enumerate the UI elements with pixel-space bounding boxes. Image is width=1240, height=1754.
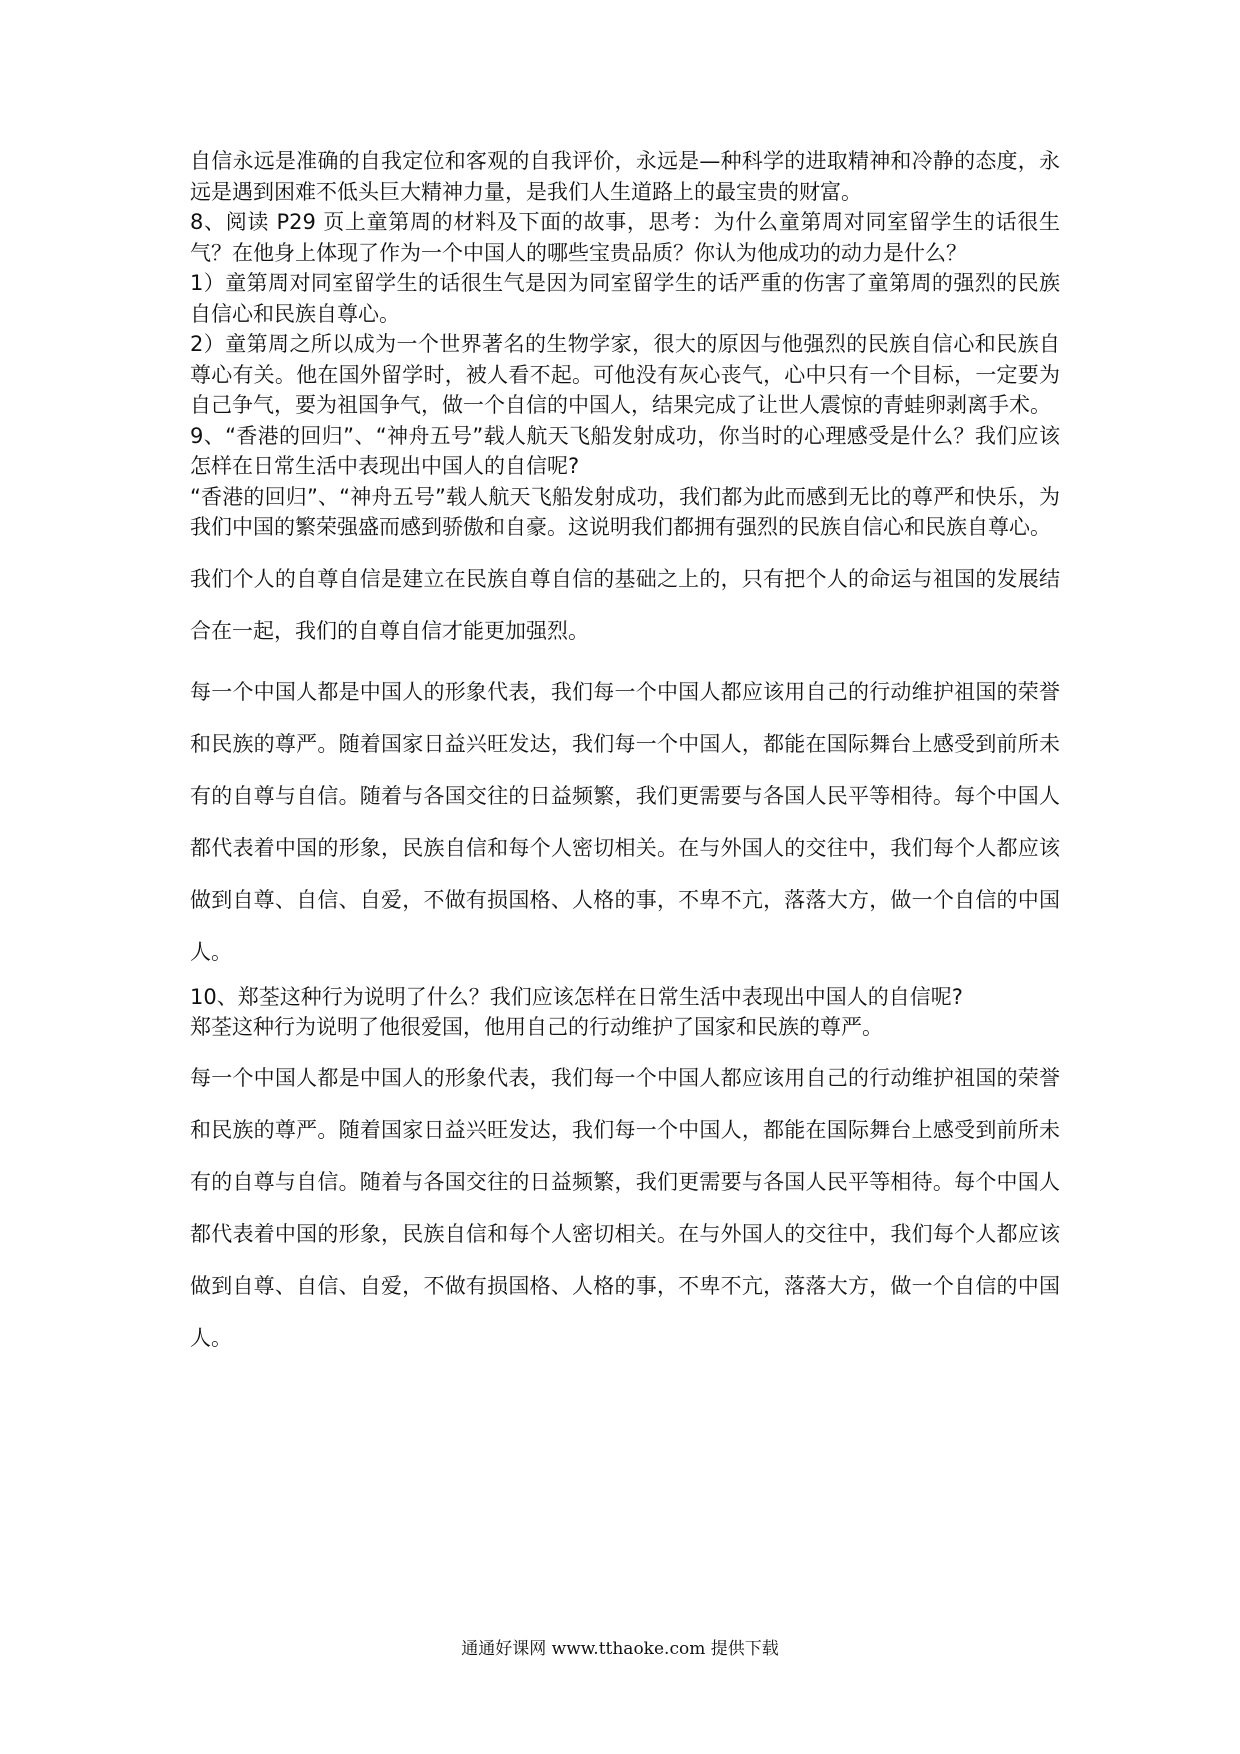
answer-10-part-2: 每一个中国人都是中国人的形象代表，我们每一个中国人都应该用自己的行动维护祖国的荣誉和民族的尊严。随着国家日益兴旺发达，我们每一个中国人，都能在国际舞台上感受到前所未有的自尊与自信。随着与各国交往的日益频繁，我们更需要与各国人民平等相待。每个中国人都代表着中国的形象，民族自信和每个人密切相关。在与外国人的交往中，我们每个人都应该做到自尊、自信、自爱，不做有损国格、人格的事，不卑不亢，落落大方，做一个自信的中国人。	[190, 1065, 1060, 1350]
answer-9-part-2: 我们个人的自尊自信是建立在民族自尊自信的基础之上的，只有把个人的命运与祖国的发展结合在一起，我们的自尊自信才能更加强烈。	[190, 566, 1060, 643]
question-9: 9、“香港的回归”、“神舟五号”载人航天飞船发射成功，你当时的心理感受是什么？我们应该怎样在日常生活中表现出中国人的自信呢?	[190, 423, 1060, 478]
answer-10-part-1: 郑荃这种行为说明了他很爱国，他用自己的行动维护了国家和民族的尊严。	[190, 1015, 883, 1039]
question-8: 8、阅读 P29 页上童第周的材料及下面的故事，思考：为什么童第周对同室留学生的话很生气？在他身上体现了作为一个中国人的哪些宝贵品质？你认为他成功的动力是什么？	[190, 210, 1060, 265]
question-10: 10、郑荃这种行为说明了什么？我们应该怎样在日常生活中表现出中国人的自信呢?	[190, 984, 963, 1009]
paragraph-confidence-definition: 自信永远是准确的自我定位和客观的自我评价，永远是—种科学的进取精神和冷静的态度，永远是遇到困难不低头巨大精神力量，是我们人生道路上的最宝贵的财富。	[190, 149, 1060, 204]
answer-8-part-2: 2）童第周之所以成为一个世界著名的生物学家，很大的原因与他强烈的民族自信心和民族自尊心有关。他在国外留学时，被人看不起。可他没有灰心丧气，心中只有一个目标，一定要为自己争气，要为祖国争气，做一个自信的中国人，结果完成了让世人震惊的青蛙卵剥离手术。	[190, 332, 1060, 417]
footer-source: 通通好课网 www.tthaoke.com 提供下载	[461, 1639, 779, 1659]
answer-9-part-1: “香港的回归”、“神舟五号”载人航天飞船发射成功，我们都为此而感到无比的尊严和快乐，为我们中国的繁荣强盛而感到骄傲和自豪。这说明我们都拥有强烈的民族自信心和民族自尊心。	[190, 484, 1060, 539]
answer-9-part-3: 每一个中国人都是中国人的形象代表，我们每一个中国人都应该用自己的行动维护祖国的荣誉和民族的尊严。随着国家日益兴旺发达，我们每一个中国人，都能在国际舞台上感受到前所未有的自尊与自信。随着与各国交往的日益频繁，我们更需要与各国人民平等相待。每个中国人都代表着中国的形象，民族自信和每个人密切相关。在与外国人的交往中，我们每个人都应该做到自尊、自信、自爱，不做有损国格、人格的事，不卑不亢，落落大方，做一个自信的中国人。	[190, 679, 1060, 964]
answer-8-part-1: 1）童第周对同室留学生的话很生气是因为同室留学生的话严重的伤害了童第周的强烈的民族自信心和民族自尊心。	[190, 271, 1060, 326]
document-body	[190, 146, 1060, 1364]
